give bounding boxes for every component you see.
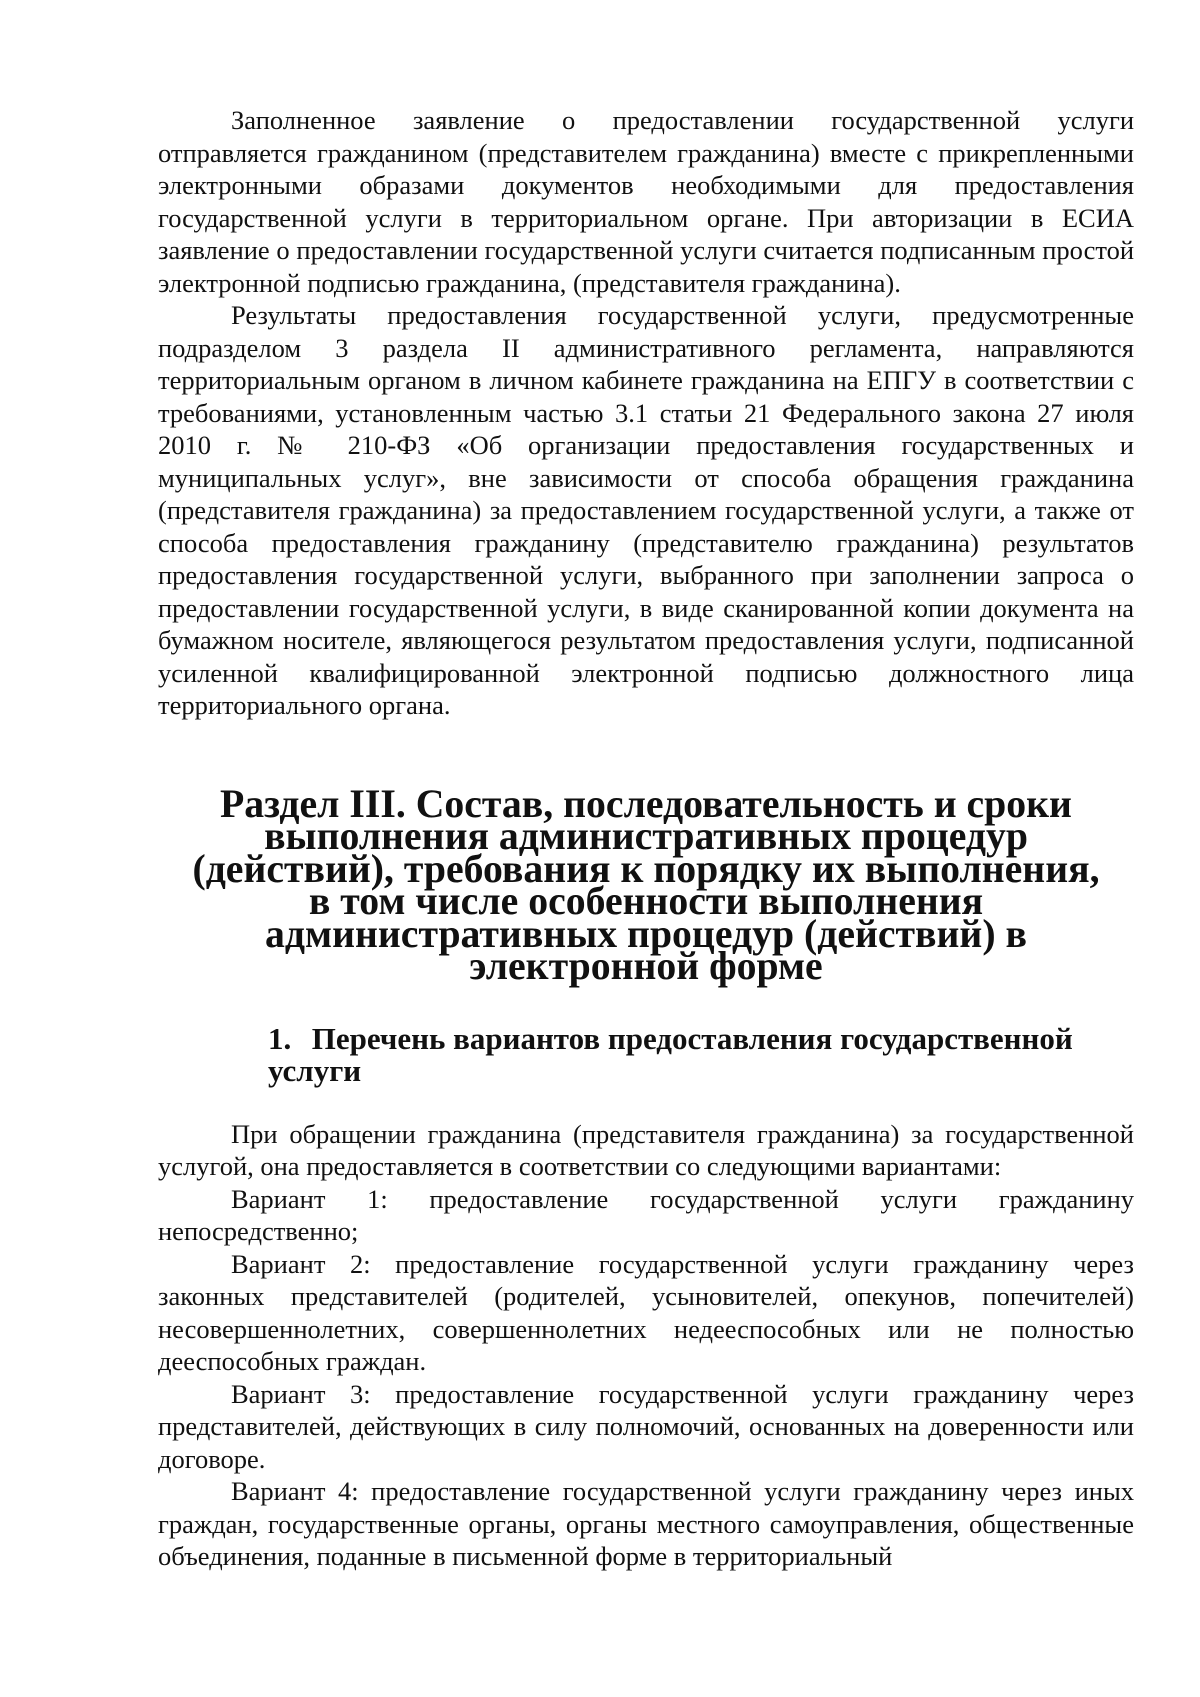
paragraph-variant-2: Вариант 2: предоставление государственной услуги гражданину через законных представителей (родителей, усыновителей, опекунов, попечителей) несовершеннолетних, совершеннолетних недееспособных или не полностью дееспособных граждан. — [158, 1248, 1134, 1376]
subsection-heading — [158, 1020, 1134, 1088]
paragraph-service-results: Результаты предоставления государственной услуги, предусмотренные подразделом 3 раздела II административного регламента, направляются территориальным органом в личном кабинете гражданина на ЕПГУ в соответствии с требованиями, установленным частью 3.1 статьи 21 Федерального закона 27 июля 2010 г. № 210-ФЗ «Об организации предоставления государственных и муниципальных услуг», вне зависимости от способа обращения гражданина (представителя гражданина) за предоставлением государственной услуги, а также от способа предоставления гражданину (представителю гражданина) результатов предоставления государственной услуги, выбранного при заполнении запроса о предоставлении государственной услуги, в виде сканированной копии документа на бумажном носителе, являющегося результатом предоставления услуги, подписанной усиленной квалифицированной электронной подписью должностного лица территориального органа. — [158, 300, 1134, 720]
document-page — [158, 104, 1134, 1573]
paragraph-variant-1: Вариант 1: предоставление государственной услуги гражданину непосредственно; — [158, 1183, 1134, 1246]
subsection-number: 1. — [268, 1020, 292, 1056]
paragraph-variants-intro: При обращении гражданина (представителя гражданина) за государственной услугой, она предоставляется в соответствии со следующими вариантами: — [158, 1118, 1134, 1181]
paragraph-application-submission: Заполненное заявление о предоставлении государственной услуги отправляется гражданином (представителем гражданина) вместе с прикрепленными электронными образами документов необходимыми для предоставления государственной услуги в территориальном органе. При авторизации в ЕСИА заявление о предоставлении государственной услуги считается подписанным простой электронной подписью гражданина, (представителя гражданина). — [158, 105, 1134, 298]
paragraph-variant-4: Вариант 4: предоставление государственной услуги гражданину через иных граждан, государственные органы, органы местного самоуправления, общественные объединения, поданные в письменной форме в территориальный — [158, 1476, 1134, 1571]
section-heading: Раздел III. Состав, последовательность и сроки выполнения административных процедур (действий), требования к порядку их выполнения, в том числе особенности выполнения административных процедур (действий) в электронной форме — [192, 781, 1100, 988]
paragraph-variant-3: Вариант 3: предоставление государственной услуги гражданину через представителей, действующих в силу полномочий, основанных на доверенности или договоре. — [158, 1378, 1134, 1474]
subsection-title: Перечень вариантов предоставления государственной услуги — [268, 1020, 1073, 1088]
